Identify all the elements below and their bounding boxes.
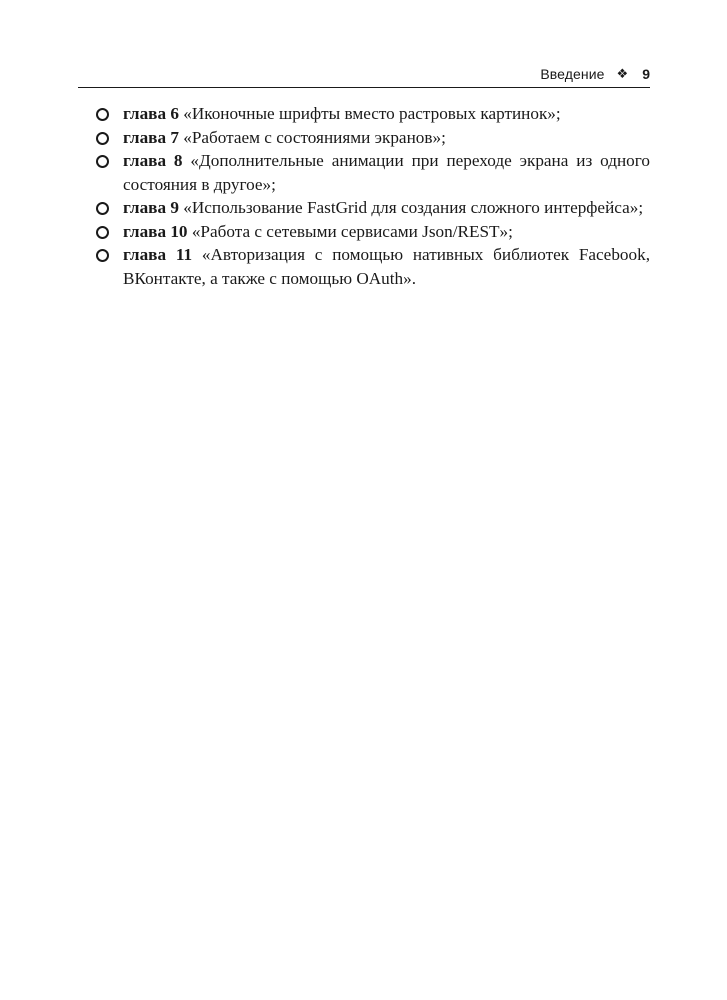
- chapter-label: глава 6: [123, 104, 179, 123]
- list-item: [96, 102, 650, 126]
- circle-bullet-icon: [96, 155, 109, 168]
- circle-bullet-icon: [96, 108, 109, 121]
- list-item: [96, 126, 650, 150]
- chapter-description: «Иконочные шрифты вместо растровых картинок»;: [183, 104, 561, 123]
- chapter-label: глава 7: [123, 127, 179, 147]
- chapter-description: «Авторизация с помощью нативных библиотек Facebook, ВКонтакте, а также с помощью OAuth».: [123, 245, 650, 288]
- circle-bullet-icon: [96, 202, 109, 215]
- chapter-description: «Использование FastGrid для создания сложного интерфейса»;: [183, 198, 644, 217]
- chapter-list: [96, 102, 650, 290]
- list-item: [96, 220, 650, 244]
- list-item: [96, 243, 650, 290]
- chapter-label: глава 11: [123, 245, 193, 264]
- chapter-description: «Работаем с состояниями экранов»;: [183, 127, 446, 147]
- chapter-label: глава 10: [123, 221, 188, 241]
- ornament-icon: ❖: [616, 66, 629, 81]
- header-rule: [78, 87, 650, 88]
- list-item: [96, 149, 650, 196]
- chapter-description: «Дополнительные анимации при переходе экрана из одного состояния в другое»;: [123, 151, 650, 194]
- circle-bullet-icon: [96, 132, 109, 145]
- chapter-label: глава 8: [123, 151, 183, 170]
- list-item: [96, 196, 650, 220]
- chapter-label: глава 9: [123, 198, 179, 217]
- circle-bullet-icon: [96, 226, 109, 239]
- page-number: 9: [642, 66, 650, 82]
- running-header: [78, 62, 650, 86]
- section-title: Введение: [540, 66, 605, 82]
- chapter-description: «Работа с сетевыми сервисами Json/REST»;: [191, 221, 513, 241]
- circle-bullet-icon: [96, 249, 109, 262]
